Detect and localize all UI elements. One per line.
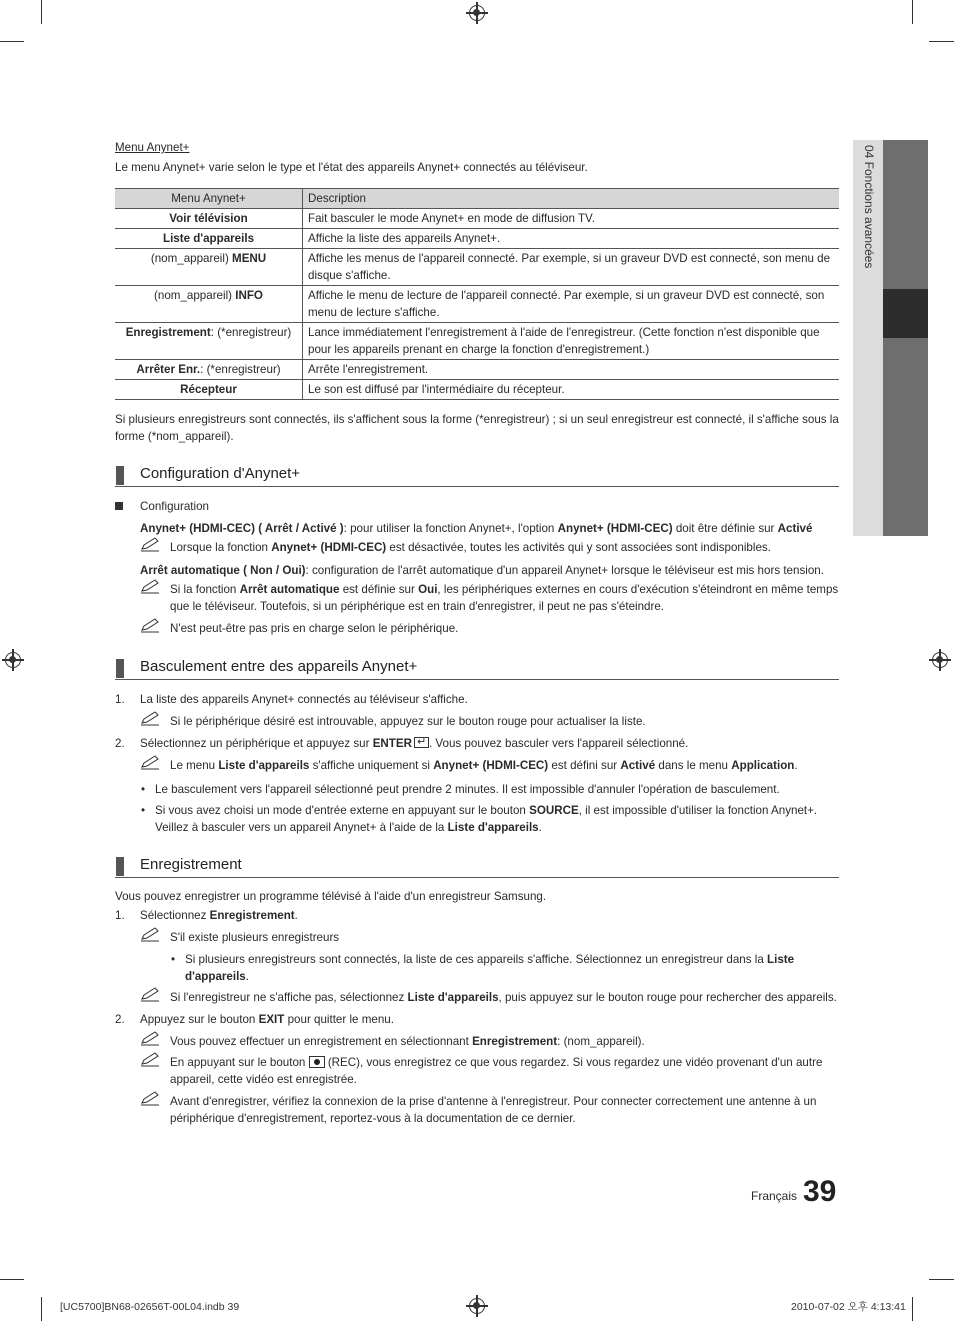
crop-mark [912, 1297, 913, 1321]
anynet-menu-table [115, 188, 839, 400]
note-pencil-icon [140, 1051, 160, 1067]
note: Le menu Liste d'appareils s'affiche uniquement si Anynet+ (HDMI-CEC) est défini sur Activé dans le menu Application. [115, 757, 839, 774]
note: Si le périphérique désiré est introuvable, appuyez sur le bouton rouge pour actualiser la liste. [115, 713, 839, 730]
print-slug-file: [UC5700]BN68-02656T-00L04.indb 39 [60, 1301, 240, 1313]
table-row: Récepteur Le son est diffusé par l'intermédiaire du récepteur. [115, 380, 839, 400]
note-pencil-icon [140, 754, 160, 770]
table-row: Liste d'appareils Affiche la liste des appareils Anynet+. [115, 229, 839, 249]
config-paragraph: Arrêt automatique ( Non / Oui): configuration de l'arrêt automatique d'un appareil Anynet+ lorsque le téléviseur est mis hors tension. [140, 564, 824, 577]
step: 2. Appuyez sur le bouton EXIT pour quitter le menu. [115, 1013, 394, 1026]
note-pencil-icon [140, 1090, 160, 1106]
note: Si l'enregistreur ne s'affiche pas, sélectionnez Liste d'appareils, puis appuyez sur le bouton rouge pour rechercher des appareils. [115, 989, 839, 1006]
table-row: (nom_appareil) INFO Affiche le menu de lecture de l'appareil connecté. Par exemple, si un graveur DVD est connecté, son menu de lecture s'affiche. [115, 286, 839, 323]
page-number: 39 [803, 1175, 837, 1208]
table-footnote: Si plusieurs enregistreurs sont connectés, ils s'affichent sous la forme (*enregistreur) ; si un seul enregistreur est connecté, il s'affiche sous la forme (*nom_appareil). [115, 413, 839, 443]
list-item: • Si plusieurs enregistreurs sont connectés, la liste de ces appareils s'affiche. Sélectionnez un enregistreur dans la Liste d'appareils. [171, 953, 795, 983]
step: 2. Sélectionnez un périphérique et appuyez sur ENTER↵ . Vous pouvez basculer vers l'appareil sélectionné. [115, 735, 839, 752]
note: En appuyant sur le bouton (REC), vous enregistrez ce que vous regardez. Si vous regardez une vidéo provenant d'un autre appareil, cette vidéo est enregistrée. [115, 1054, 839, 1088]
table-header: Menu Anynet+ [115, 189, 303, 209]
crop-mark [912, 0, 913, 24]
table-row: (nom_appareil) MENU Affiche les menus de l'appareil connecté. Par exemple, si un graveur DVD est connecté, son menu de disque s'affiche. [115, 249, 839, 286]
print-slug-date: 2010-07-02 오후 4:13:41 [791, 1301, 906, 1313]
crop-mark [929, 41, 954, 42]
crop-mark [41, 0, 42, 24]
note-pencil-icon [140, 617, 160, 633]
enter-icon [414, 737, 429, 748]
step: 1. La liste des appareils Anynet+ connectés au téléviseur s'affiche. [115, 693, 468, 706]
side-tab-block [883, 338, 928, 536]
note-pencil-icon [140, 1030, 160, 1046]
table-row: Arrêter Enr.: (*enregistreur) Arrête l'enregistrement. [115, 360, 839, 380]
note: N'est peut-être pas pris en charge selon le périphérique. [115, 620, 839, 637]
note-pencil-icon [140, 926, 160, 942]
heading-bar [116, 857, 124, 876]
record-intro: Vous pouvez enregistrer un programme télévisé à l'aide d'un enregistreur Samsung. [115, 890, 547, 903]
note: Vous pouvez effectuer un enregistrement en sélectionnant Enregistrement: (nom_appareil). [115, 1033, 839, 1050]
registration-mark-icon [932, 652, 948, 668]
config-subheading: Configuration [115, 498, 839, 515]
crop-mark [0, 41, 24, 42]
step: 1. Sélectionnez Enregistrement. [115, 909, 298, 922]
list-item: • Si vous avez choisi un mode d'entrée externe en appuyant sur le bouton SOURCE, il est impossible d'utiliser la fonction Anynet+. Veillez à basculer vers un appareil Anynet+ à l'aide de la Liste d'appareils. [141, 804, 818, 834]
section-heading-config: Configuration d'Anynet+ [115, 464, 839, 487]
table-header: Description [303, 189, 840, 209]
page-content [115, 140, 839, 1127]
list-item: • Le basculement vers l'appareil sélectionné peut prendre 2 minutes. Il est impossible d'annuler l'opération de basculement. [141, 783, 780, 796]
heading-bar [116, 659, 124, 678]
crop-mark [0, 1279, 24, 1280]
note-pencil-icon [140, 578, 160, 594]
note: Avant d'enregistrer, vérifiez la connexion de la prise d'antenne à l'enregistreur. Pour connecter correctement une antenne à un périphérique d'enregistrement, reportez-vous à la documentation de ce dernier. [115, 1093, 839, 1127]
side-tab-label: 04 Fonctions avancées [862, 145, 876, 269]
config-paragraph: Anynet+ (HDMI-CEC) ( Arrêt / Activé ): pour utiliser la fonction Anynet+, l'option Anynet+ (HDMI-CEC) doit être définie sur Activé [140, 522, 813, 535]
section-heading-switch: Basculement entre des appareils Anynet+ [115, 657, 839, 680]
crop-mark [41, 1297, 42, 1321]
note-pencil-icon [140, 986, 160, 1002]
menu-intro: Le menu Anynet+ varie selon le type et l'état des appareils Anynet+ connectés au téléviseur. [115, 161, 588, 174]
side-tab-block [883, 140, 928, 289]
table-row: Enregistrement: (*enregistreur) Lance immédiatement l'enregistrement à l'aide de l'enregistreur. (Cette fonction n'est disponible que pour les appareils prenant en charge la fonction d'enregistrement.) [115, 323, 839, 360]
note-pencil-icon [140, 710, 160, 726]
note: S'il existe plusieurs enregistreurs [115, 929, 839, 946]
menu-title: Menu Anynet+ [115, 141, 190, 154]
note: Lorsque la fonction Anynet+ (HDMI-CEC) est désactivée, toutes les activités qui y sont associées sont indisponibles. [115, 539, 839, 556]
square-bullet-icon [115, 502, 123, 510]
heading-bar [116, 466, 124, 485]
registration-mark-icon [5, 652, 21, 668]
note-pencil-icon [140, 536, 160, 552]
note: Si la fonction Arrêt automatique est définie sur Oui, les périphériques externes en cours d'exécution s'éteindront en même temps que le téléviseur. Toutefois, si un périphérique est en train d'enregistrer, il peut ne pas s'éteindre. [115, 581, 839, 615]
section-heading-record: Enregistrement [115, 855, 839, 878]
registration-mark-icon [469, 5, 485, 21]
registration-mark-icon [469, 1298, 485, 1314]
footer-language: Français [751, 1189, 798, 1203]
record-icon [309, 1056, 325, 1068]
crop-mark [929, 1279, 954, 1280]
table-row: Voir télévision Fait basculer le mode Anynet+ en mode de diffusion TV. [115, 209, 839, 229]
table-header-row [115, 189, 839, 209]
side-tab-active-block [883, 289, 928, 338]
